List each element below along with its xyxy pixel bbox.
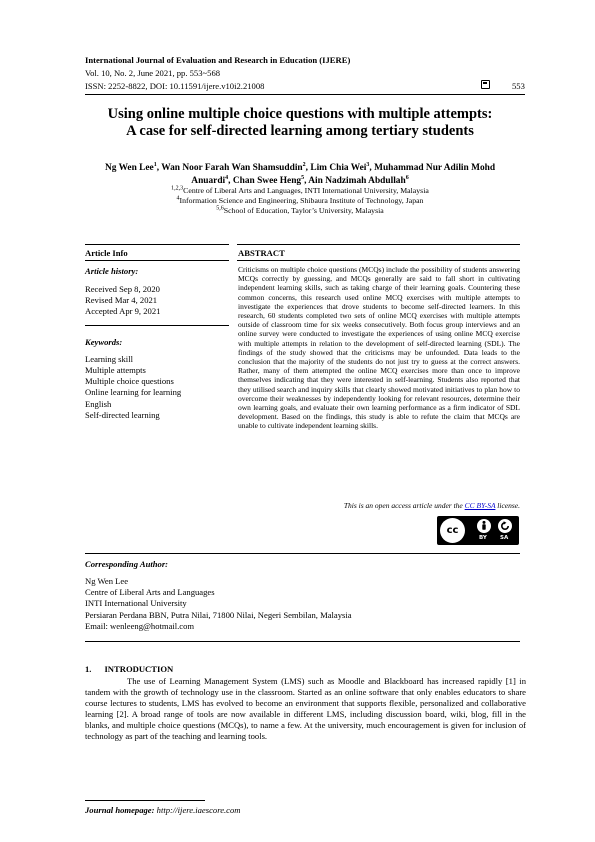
keywords-heading: Keywords:: [85, 337, 123, 347]
badge-by-label: BY: [479, 535, 487, 541]
intro-title: INTRODUCTION: [104, 664, 174, 674]
abstract-top-rule: [237, 244, 520, 245]
keyword-item: Multiple attempts: [85, 365, 146, 375]
keywords-rule: [85, 325, 229, 326]
history-revised: Revised Mar 4, 2021: [85, 295, 158, 305]
author-name: Wan Noor Farah Wan Shamsuddin: [161, 163, 303, 173]
affiliation-line: [86, 186, 514, 196]
author-sup: 5: [301, 174, 305, 181]
page-number: 553: [512, 81, 525, 91]
author-sup: 4: [225, 174, 229, 181]
corresponding-bottom-rule: [85, 641, 520, 642]
abstract-sub-rule: [237, 260, 520, 261]
share-alike-icon: [498, 519, 512, 533]
journal-homepage: Journal homepage: http://ijere.iaescore.com: [85, 805, 241, 815]
abstract-body: Criticisms on multiple choice questions (MCQs) include the possibility of students answering MCQs correctly by guessing, and MCQs generally are said to fall short in cultivating independent learning skills, such as taking charge of their learning goals. Countering these common concerns, this research used online MCQ exercises with multiple attempts to investigate the experiences that drove students to become self-directed learners. In this research, 60 students completed two sets of online MCQ exercises with multiple attempts outside of classroom time for six weeks consecutively. Both focus group interviews and an online survey were conducted to investigate the experiences of using online MCQ exercise with multiple attempts in relation to the development of self-directed learning (SDL). The findings of the study showed that the criticisms may be unfounded. Data leads to the conclusion that the majority of the students do not just try to guess at the correct answers. Rather, many of them attempted the online MCQ exercises more than once to improve themselves indicating that they were interested in self-learning. Students also reported that they utilised search and inquiry skills that clearly showed motivated initiatives to plan how to overcome their weaknesses by independently looking for relevant resources, determine their own learning goals, and evaluate their own learning performance as a firm indicator of SDL development. Based on the findings, this study is able to refute the claim that MCQs are unable to cultivate independent learning skills.: [238, 265, 520, 431]
author-sup: 6: [405, 174, 409, 181]
cc-by-sa-badge[interactable]: [437, 516, 519, 545]
intro-heading: [85, 664, 173, 674]
attribution-icon: [477, 519, 491, 533]
journal-name: International Journal of Evaluation and Research in Education (IJERE): [85, 55, 351, 65]
article-info-top-rule: [85, 244, 229, 245]
corr-name: Ng Wen Lee: [85, 576, 129, 586]
license-suffix: license.: [495, 501, 520, 510]
affiliation-sup: 4: [176, 195, 180, 202]
cc-logo-icon: cc: [440, 518, 465, 543]
license-prefix: This is an open access article under the: [343, 501, 465, 510]
history-heading: Article history:: [85, 266, 139, 276]
affiliation-sup: 5,6: [216, 205, 224, 212]
journal-issn-doi: ISSN: 2252-8822, DOI: 10.11591/ijere.v10i2.21008: [85, 81, 265, 91]
corr-address: Persiaran Perdana BBN, Putra Nilai, 71800 Nilai, Negeri Sembilan, Malaysia: [85, 610, 352, 620]
journal-volume: Vol. 10, No. 2, June 2021, pp. 553~568: [85, 68, 221, 78]
author-name: Ain Nadzimah Abdullah: [308, 176, 406, 186]
keyword-item: Learning skill: [85, 354, 133, 364]
author-list: Ng Wen Lee$^1$, Wan Noor Farah Wan Shamsuddin$^2$, Lim Chia Wei$^3$, Muhammad Nur Adilin Mohd Anuardi$^4$, Chan Swee Heng$^5$, Ain Nadzimah Abdullah$^6$: [104, 161, 496, 186]
intro-number: 1.: [85, 664, 92, 674]
intro-body: The use of Learning Management System (LMS) such as Moodle and Blackboard has increased rapidly [1] in tandem with the growth of technology use in the classroom. Started as an online software that only enables educators to share course lectures to students, LMS has evolved to become an environment that supports flexible, personalized and collaborative learning [2]. A broad range of tools are now available in different LMS, including discussion board, wiki, blog, fill in the blanks, and multiple choice questions (MCQs), to name a few. At the university, much encouragement is given for inclusion of technology as part of the teaching and learning tools.: [85, 676, 526, 741]
affiliation-text: Information Science and Engineering, Shibaura Institute of Technology, Japan: [179, 196, 424, 205]
corr-university: INTI International University: [85, 598, 187, 608]
homepage-url[interactable]: http://ijere.iaescore.com: [156, 805, 241, 815]
title-line-2: A case for self-directed learning among tertiary students: [126, 123, 474, 139]
article-info-heading: Article Info: [85, 248, 128, 258]
corresponding-heading: Corresponding Author:: [85, 559, 169, 569]
affiliation-line: [86, 206, 514, 216]
affiliation-line: [86, 196, 514, 206]
author-sup: 2: [302, 161, 306, 168]
abstract-heading: ABSTRACT: [238, 248, 285, 258]
footer-rule: [85, 800, 205, 801]
affiliation-text: School of Education, Taylor’s University, Malaysia: [223, 206, 384, 215]
license-link[interactable]: CC BY-SA: [464, 501, 496, 510]
author-name: Muhammad Nur Adilin Mohd Anuardi: [191, 163, 496, 186]
homepage-label: Journal homepage: [85, 805, 152, 815]
keyword-item: Self-directed learning: [85, 410, 160, 420]
author-name: Ng Wen Lee: [104, 163, 154, 173]
affiliations: [86, 186, 514, 216]
history-received: Received Sep 8, 2020: [85, 284, 160, 294]
keyword-item: English: [85, 399, 112, 409]
corr-dept: Centre of Liberal Arts and Languages: [85, 587, 215, 597]
author-name: Chan Swee Heng: [232, 176, 302, 186]
badge-sa-label: SA: [500, 535, 509, 541]
bookmark-icon: [481, 80, 490, 89]
header-rule: [85, 94, 525, 95]
keyword-item: Online learning for learning: [85, 387, 182, 397]
affiliation-sup: 1,2,3: [171, 185, 184, 192]
keyword-item: Multiple choice questions: [85, 376, 174, 386]
author-sup: 3: [366, 161, 370, 168]
corr-email: Email: wenleeng@hotmail.com: [85, 621, 195, 631]
author-name: Lim Chia Wei: [310, 163, 367, 173]
paper-title: [80, 106, 520, 140]
title-line-1: Using online multiple choice questions with multiple attempts:: [107, 106, 493, 122]
history-accepted: Accepted Apr 9, 2021: [85, 306, 161, 316]
article-info-sub-rule: [85, 260, 229, 261]
abstract-bottom-rule: [85, 553, 520, 554]
author-sup: 1: [153, 161, 157, 168]
license-note: [238, 501, 520, 510]
affiliation-text: Centre of Liberal Arts and Languages, INTI International University, Malaysia: [183, 186, 429, 195]
